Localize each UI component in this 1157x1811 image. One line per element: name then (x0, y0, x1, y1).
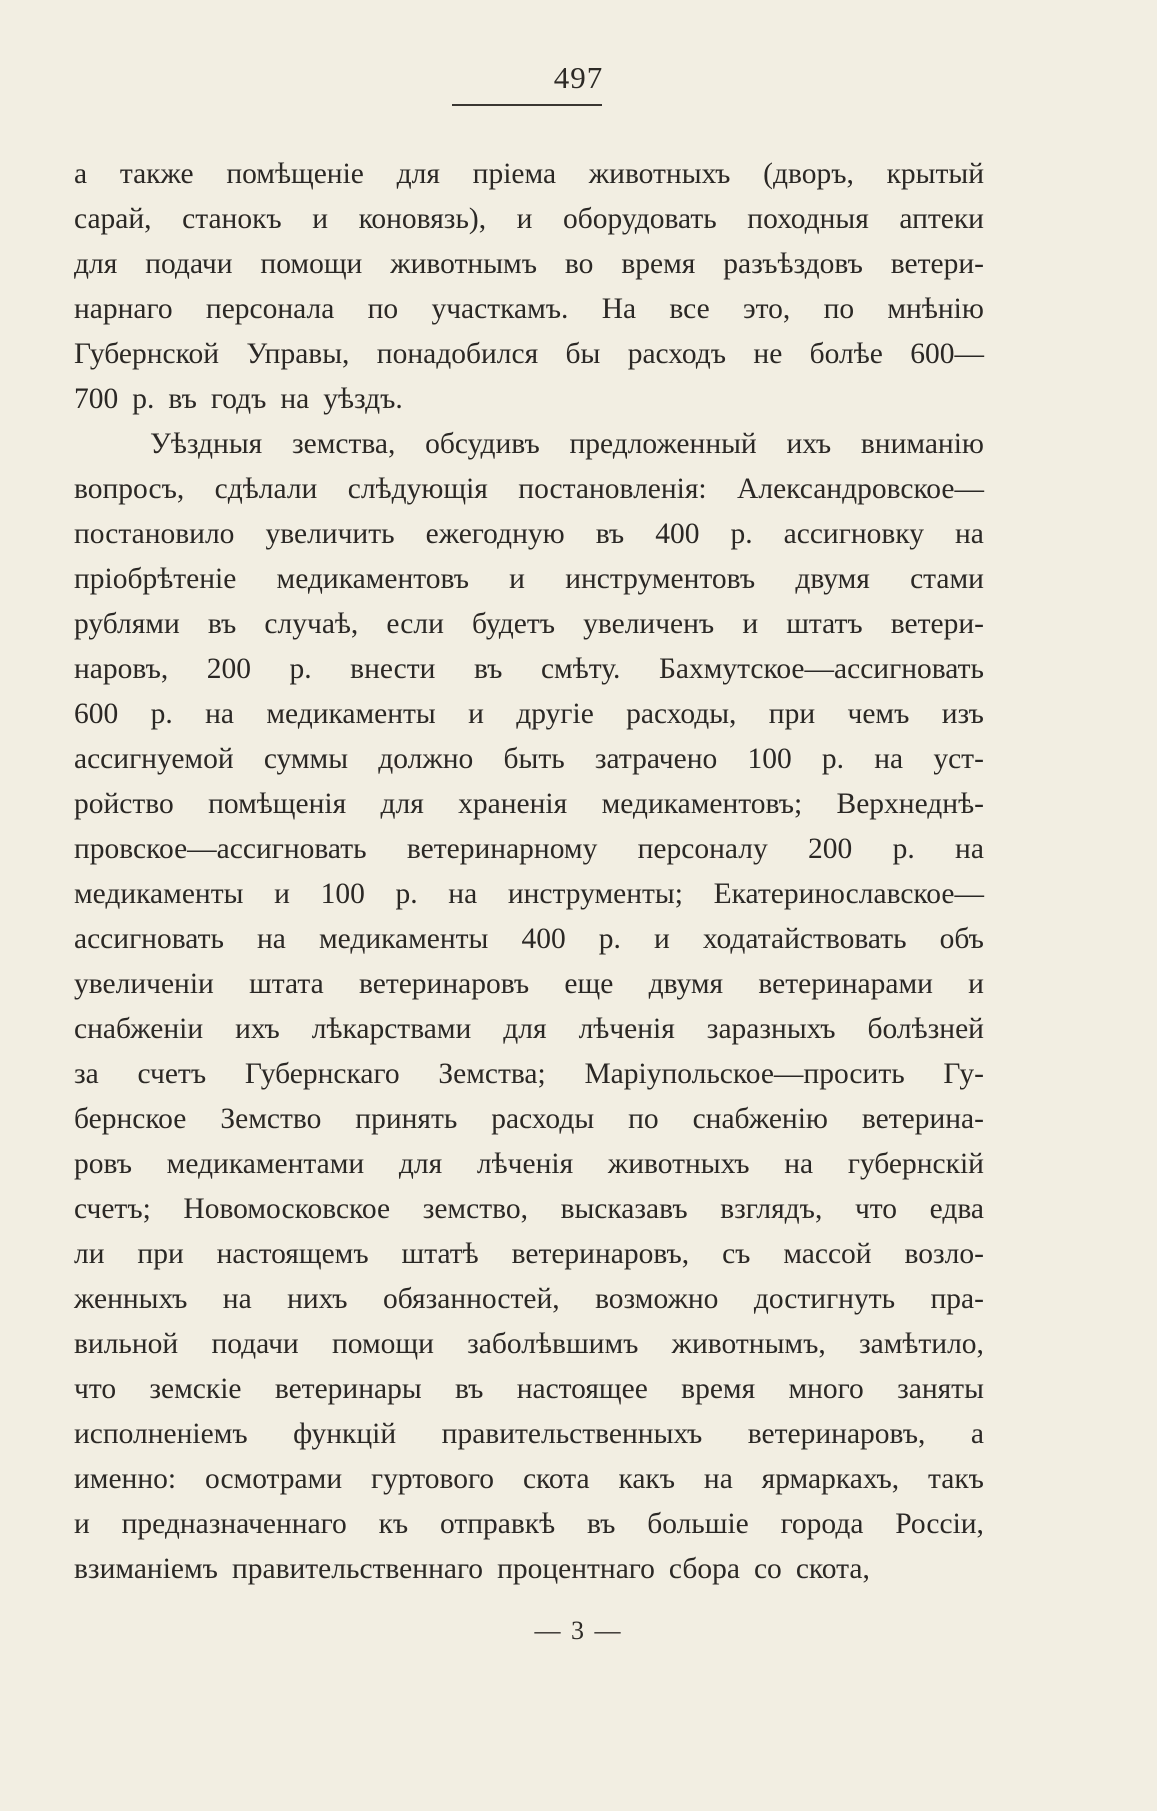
word: на (280, 383, 310, 415)
word: пріобрѣтеніе (74, 563, 237, 595)
word: счетъ; (74, 1193, 151, 1225)
text-line (74, 1007, 984, 1052)
word: пра- (930, 1283, 984, 1315)
word: Маріупольское—просить (584, 1058, 905, 1090)
word: изъ (941, 698, 984, 730)
text-line (74, 692, 984, 737)
word: и (654, 923, 670, 955)
word: при (137, 1238, 184, 1270)
word: медикаментовъ; (601, 788, 803, 820)
word: ветеринаровъ (358, 968, 530, 1000)
word: животнымъ, (671, 1328, 826, 1360)
word: и (968, 968, 984, 1000)
word: и (516, 203, 533, 235)
word: процентнаго (497, 1553, 655, 1585)
word: сбора (668, 1553, 740, 1585)
word: а (970, 1418, 984, 1450)
word: съ (722, 1238, 751, 1270)
word: двумя (648, 968, 724, 1000)
page-number: 497 (553, 60, 604, 95)
word: другіе (516, 698, 594, 730)
word: животныхъ (607, 1148, 750, 1180)
word: Бахмутское—ассигновать (658, 653, 984, 685)
text-line (74, 1412, 984, 1457)
word: помощи (260, 248, 363, 280)
word: въ (586, 1508, 616, 1540)
word: на (955, 833, 984, 865)
word: по (628, 1103, 659, 1135)
word: на (205, 698, 234, 730)
text-line (74, 557, 984, 602)
word: коновязь), (358, 203, 487, 235)
word: и (274, 878, 290, 910)
word: и (312, 203, 329, 235)
word: бы (565, 338, 601, 370)
text-line (74, 647, 984, 692)
word: и (74, 1508, 90, 1540)
word: увеличенъ (583, 608, 715, 640)
word: станокъ (182, 203, 282, 235)
word: какъ (618, 1463, 676, 1495)
text-line (74, 287, 984, 332)
word: 600 (74, 698, 119, 730)
word: ройство (74, 788, 174, 820)
word: Гу- (943, 1058, 984, 1090)
word: нарнаго (74, 293, 173, 325)
word: крытый (886, 158, 984, 190)
word: скота, (795, 1553, 870, 1585)
word: быть (503, 743, 565, 775)
word: время (621, 248, 696, 280)
word: подачи (145, 248, 233, 280)
word: 200 (808, 833, 853, 865)
word: сдѣлали (214, 473, 318, 505)
text-line (74, 1457, 984, 1502)
word: взглядъ, (720, 1193, 823, 1225)
word: инструменты; (507, 878, 683, 910)
word: Россіи, (895, 1508, 984, 1540)
word: помѣщеніе (226, 158, 364, 190)
word: стами (910, 563, 984, 595)
word: въ (207, 608, 237, 640)
text-line (74, 467, 984, 512)
word: земства, (291, 428, 396, 460)
word: земскіе (149, 1373, 242, 1405)
word: штатъ (786, 608, 863, 640)
text-line (74, 1367, 984, 1412)
word: вниманію (860, 428, 984, 460)
word: болѣзней (867, 1013, 984, 1045)
word: по (823, 293, 855, 325)
word: храненія (458, 788, 568, 820)
word: увеличеніи (74, 968, 214, 1000)
word: ассигновать (74, 923, 224, 955)
word: сарай, (74, 203, 152, 235)
word: Верхнеднѣ- (836, 788, 984, 820)
word: р. (821, 743, 845, 775)
word: болѣе (809, 338, 883, 370)
word: р. (289, 653, 312, 685)
word: ярмаркахъ, (761, 1463, 900, 1495)
word: подачи (211, 1328, 299, 1360)
word: заняты (897, 1373, 984, 1405)
text-line (74, 872, 984, 917)
word: высказавъ (560, 1193, 688, 1225)
word: осмотрами (204, 1463, 343, 1495)
word: не (753, 338, 783, 370)
word: для (503, 1013, 547, 1045)
word: ровъ (74, 1148, 132, 1180)
text-line (74, 1142, 984, 1187)
word: къ (378, 1508, 409, 1540)
word: исполненіемъ (74, 1418, 248, 1450)
word: при (768, 698, 816, 730)
word: штатѣ (401, 1238, 479, 1270)
word: на (784, 1148, 814, 1180)
word: въ (595, 518, 625, 550)
word: настоящее (516, 1373, 648, 1405)
word: медикаментами (166, 1148, 365, 1180)
word: на (222, 1283, 252, 1315)
word: достигнуть (753, 1283, 896, 1315)
word: внести (350, 653, 436, 685)
word: что (74, 1373, 117, 1405)
word: снабженію (692, 1103, 828, 1135)
word: провское—ассигновать (74, 833, 367, 865)
word: губернскій (847, 1148, 984, 1180)
word: вопросъ, (74, 473, 185, 505)
body-text (74, 152, 984, 1592)
word: р. (598, 923, 621, 955)
word: Новомосковское (183, 1193, 391, 1225)
word: настоящемъ (216, 1238, 369, 1270)
word: рублями (74, 608, 180, 640)
word: объ (939, 923, 984, 955)
word: ветери- (890, 608, 984, 640)
word: 100 (320, 878, 365, 910)
text-line (74, 1322, 984, 1367)
word: обязанностей, (383, 1283, 560, 1315)
word: время (681, 1373, 756, 1405)
word: мнѣнію (887, 293, 984, 325)
word: 600— (910, 338, 984, 370)
word: оборудовать (563, 203, 717, 235)
word: р. (132, 383, 155, 415)
word: со (753, 1553, 782, 1585)
word: ветеринаровъ, (747, 1418, 926, 1450)
word: ассигновку (783, 518, 924, 550)
word: медикаменты (74, 878, 244, 910)
word: будетъ (471, 608, 555, 640)
text-line (74, 1232, 984, 1277)
word: въ (454, 1373, 484, 1405)
word: еще (564, 968, 614, 1000)
text-line (74, 962, 984, 1007)
word: ветерина- (861, 1103, 984, 1135)
word: персонала (205, 293, 335, 325)
text-line (74, 512, 984, 557)
word: а (74, 158, 88, 190)
word: р. (730, 518, 753, 550)
word: ветери- (890, 248, 984, 280)
word: нихъ (287, 1283, 348, 1315)
word: по (367, 293, 399, 325)
word: Александровское— (737, 473, 984, 505)
word: годъ (210, 383, 267, 415)
word: ветеринаровъ, (511, 1238, 690, 1270)
text-line (74, 782, 984, 827)
word: во (564, 248, 594, 280)
word: На (601, 293, 637, 325)
word: 100 (747, 743, 792, 775)
word: уст- (933, 743, 984, 775)
text-line (74, 1052, 984, 1097)
word: на (874, 743, 904, 775)
word: и (468, 698, 484, 730)
word: расходы (491, 1103, 595, 1135)
text-line (74, 602, 984, 647)
word: бернское (74, 1103, 187, 1135)
word: Екатеринославское— (713, 878, 984, 910)
word: животнымъ (390, 248, 537, 280)
word: 400 (521, 923, 566, 955)
word: снабженіи (74, 1013, 204, 1045)
word: и (509, 563, 525, 595)
word: медикаменты (318, 923, 489, 955)
word: Земство (220, 1103, 322, 1135)
text-line (74, 1277, 984, 1322)
word: замѣтило, (858, 1328, 984, 1360)
word: ихъ (235, 1013, 280, 1045)
word: на (257, 923, 286, 955)
word: лѣченія (578, 1013, 675, 1045)
word: города (780, 1508, 864, 1540)
word: женныхъ (74, 1283, 188, 1315)
word: постановленія: (518, 473, 707, 505)
text-line (74, 377, 984, 422)
word: заболѣвшимъ (467, 1328, 639, 1360)
word: въ (168, 383, 197, 415)
word: смѣту. (540, 653, 621, 685)
word: р. (150, 698, 173, 730)
word: ли (74, 1238, 105, 1270)
word: также (119, 158, 194, 190)
word: лѣченія (476, 1148, 574, 1180)
word: много (788, 1373, 864, 1405)
word: инструментовъ (565, 563, 756, 595)
word: ходатайствовать (702, 923, 907, 955)
word: для (398, 1148, 443, 1180)
header-rule (452, 104, 602, 106)
word: увеличить (265, 518, 395, 550)
word: 700 (74, 383, 119, 415)
word: возло- (904, 1238, 984, 1270)
word: ветеринарному (406, 833, 598, 865)
word: расходъ (627, 338, 727, 370)
word: едва (929, 1193, 984, 1225)
word: случаѣ, (264, 608, 359, 640)
word: массой (783, 1238, 872, 1270)
word: чемъ (847, 698, 910, 730)
word: правительственнаго (231, 1553, 484, 1585)
word: персоналу (637, 833, 768, 865)
word: взиманіемъ (74, 1553, 218, 1585)
word: такъ (927, 1463, 984, 1495)
word: пріема (472, 158, 557, 190)
word: походныя (747, 203, 869, 235)
word: предназначеннаго (121, 1508, 347, 1540)
word: для (396, 158, 440, 190)
word: заразныхъ (706, 1013, 836, 1045)
text-line (74, 1502, 984, 1547)
word: участкамъ. (431, 293, 569, 325)
word: должно (378, 743, 474, 775)
text-line (74, 422, 984, 467)
word: на (703, 1463, 733, 1495)
word: земство, (422, 1193, 528, 1225)
word: именно: (74, 1463, 177, 1495)
word: ежегодную (425, 518, 565, 550)
word: постановило (74, 518, 235, 550)
word: ассигнуемой (74, 743, 234, 775)
word: Управы, (246, 338, 350, 370)
word: отправкѣ (439, 1508, 556, 1540)
word: для (380, 788, 424, 820)
text-line (74, 1187, 984, 1232)
word: расходы, (626, 698, 737, 730)
word: затрачено (594, 743, 718, 775)
word: за (74, 1058, 99, 1090)
word: суммы (263, 743, 349, 775)
text-line (74, 242, 984, 287)
word: понадобился (376, 338, 539, 370)
word: предложенный (569, 428, 757, 460)
text-line (74, 827, 984, 872)
word: помѣщенія (208, 788, 347, 820)
word: медикаментовъ (276, 563, 469, 595)
word: Уѣздныя (150, 428, 263, 460)
word: счетъ (137, 1058, 207, 1090)
word: скота (522, 1463, 590, 1495)
word: возможно (595, 1283, 719, 1315)
word: гуртового (371, 1463, 495, 1495)
word: вильной (74, 1328, 179, 1360)
word: 400 (655, 518, 700, 550)
word: и (742, 608, 759, 640)
word: (дворъ, (763, 158, 854, 190)
word: ветеринары (274, 1373, 422, 1405)
text-line (74, 737, 984, 782)
word: ветеринарами (758, 968, 933, 1000)
word: все (669, 293, 710, 325)
word: штата (249, 968, 324, 1000)
word: Губернскаго (244, 1058, 400, 1090)
text-line (74, 917, 984, 962)
text-line (74, 152, 984, 197)
word: медикаменты (266, 698, 436, 730)
word: помощи (331, 1328, 434, 1360)
word: функцій (293, 1418, 397, 1450)
word: если (386, 608, 444, 640)
word: аптеки (899, 203, 984, 235)
word: р. (892, 833, 915, 865)
printer-signature: — 3 — (534, 1616, 623, 1645)
word: разъѣздовъ (723, 248, 863, 280)
word: правительственныхъ (441, 1418, 703, 1450)
word: обсудивъ (425, 428, 540, 460)
word: это, (742, 293, 791, 325)
text-line (74, 1097, 984, 1142)
word: принять (355, 1103, 458, 1135)
word: Земства; (438, 1058, 546, 1090)
word: на (448, 878, 478, 910)
word: р. (395, 878, 418, 910)
word: большіе (647, 1508, 749, 1540)
word: на (955, 518, 984, 550)
word: въ (473, 653, 503, 685)
text-line (74, 1547, 984, 1592)
word: уѣздъ. (323, 383, 403, 415)
text-line (74, 197, 984, 242)
word: животныхъ (588, 158, 731, 190)
word: двумя (795, 563, 870, 595)
text-line (74, 332, 984, 377)
word: ихъ (786, 428, 832, 460)
word: что (854, 1193, 898, 1225)
word: 200 (206, 653, 251, 685)
word: Губернской (74, 338, 220, 370)
word: для (74, 248, 118, 280)
word: лѣкарствами (311, 1013, 472, 1045)
word: наровъ, (74, 653, 169, 685)
word: слѣдующія (347, 473, 488, 505)
